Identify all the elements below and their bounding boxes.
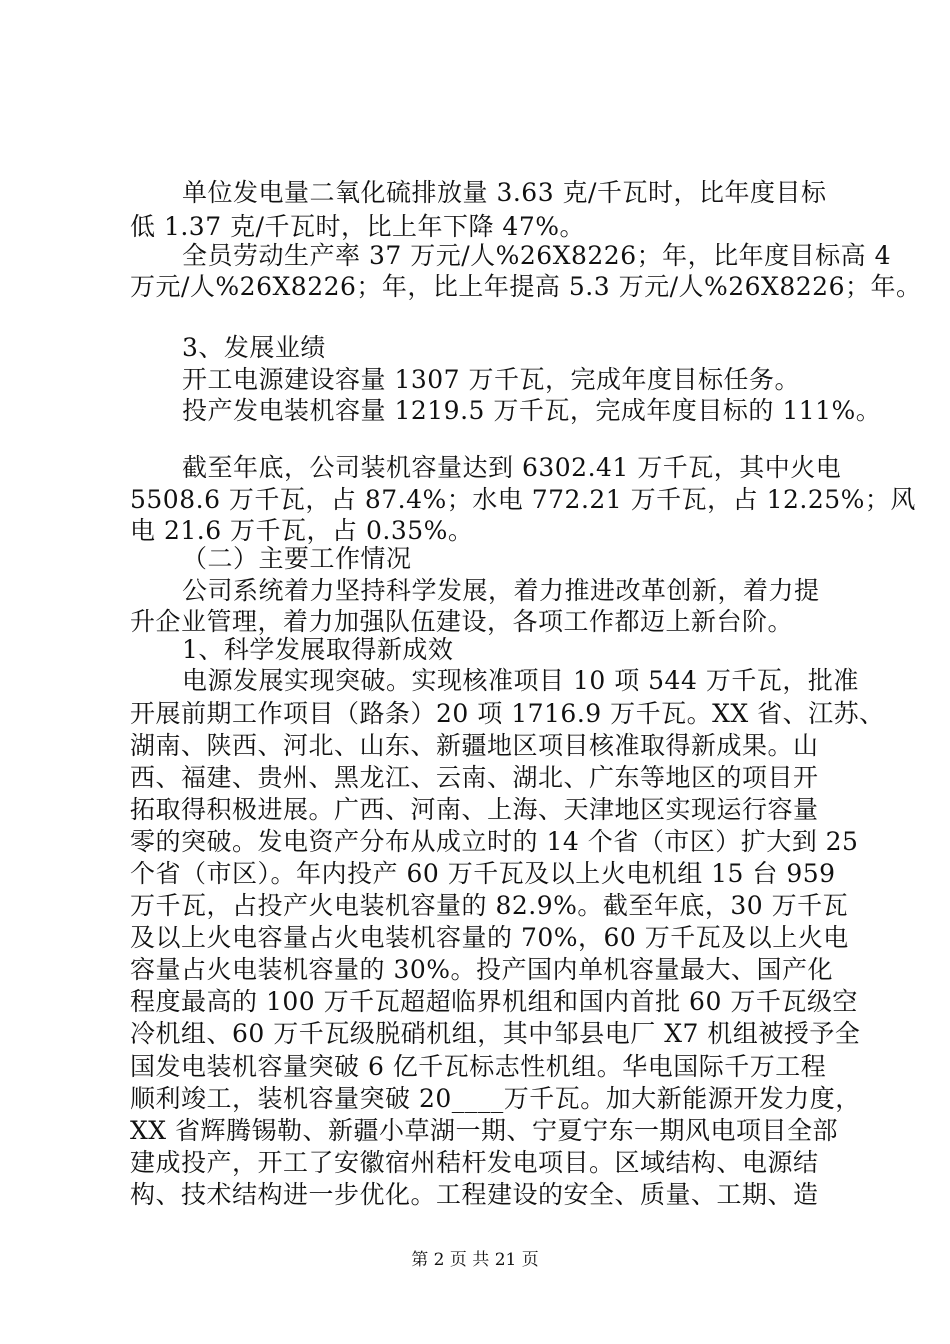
paragraph-line: 万元/人%26X8226；年，比上年提高 5.3 万元/人%26X8226；年。 [130,272,922,301]
paragraph-line: 低 1.37 克/千瓦时，比上年下降 47%。 [130,212,585,241]
paragraph-line: 电源发展实现突破。实现核准项目 10 项 544 万千瓦，批准 [182,666,859,695]
paragraph-line: 湖南、陕西、河北、山东、新疆地区项目核准取得新成果。山 [130,731,819,760]
paragraph-line: 容量占火电装机容量的 30%。投产国内单机容量最大、国产化 [130,955,834,984]
paragraph-line: 西、福建、贵州、黑龙江、云南、湖北、广东等地区的项目开 [130,763,819,792]
paragraph-line: 万千瓦，占投产火电装机容量的 82.9%。截至年底，30 万千瓦 [130,891,849,920]
paragraph-line: 程度最高的 100 万千瓦超超临界机组和国内首批 60 万千瓦级空 [130,987,858,1016]
section-heading: （二）主要工作情况 [182,544,412,573]
paragraph-line: 全员劳动生产率 37 万元/人%26X8226；年，比年度目标高 4 [182,241,891,270]
paragraph-line: 电 21.6 万千瓦，占 0.35%。 [130,516,474,545]
paragraph-line: 拓取得积极进展。广西、河南、上海、天津地区实现运行容量 [130,795,819,824]
paragraph-line: 升企业管理，着力加强队伍建设，各项工作都迈上新台阶。 [130,607,794,636]
paragraph-line: 国发电装机容量突破 6 亿千瓦标志性机组。华电国际千万工程 [130,1052,827,1081]
paragraph-line: 单位发电量二氧化硫排放量 3.63 克/千瓦时，比年度目标 [182,178,827,207]
paragraph-line: 零的突破。发电资产分布从成立时的 14 个省（市区）扩大到 25 [130,827,859,856]
paragraph-line: 顺利竣工，装机容量突破 20____万千瓦。加大新能源开发力度， [130,1084,861,1113]
paragraph-line: 投产发电装机容量 1219.5 万千瓦，完成年度目标的 111%。 [182,396,882,425]
paragraph-line: 开工电源建设容量 1307 万千瓦，完成年度目标任务。 [182,365,801,394]
section-heading: 1、科学发展取得新成效 [182,635,454,664]
paragraph-line: 5508.6 万千瓦，占 87.4%；水电 772.21 万千瓦，占 12.25%；风 [130,485,916,514]
page-number-footer: 第 2 页 共 21 页 [411,1250,539,1270]
paragraph-line: 截至年底，公司装机容量达到 6302.41 万千瓦，其中火电 [182,453,842,482]
section-heading: 3、发展业绩 [182,333,326,362]
paragraph-line: 个省（市区）。年内投产 60 万千瓦及以上火电机组 15 台 959 [130,859,836,888]
paragraph-line: 建成投产，开工了安徽宿州秸杆发电项目。区域结构、电源结 [130,1148,819,1177]
paragraph-line: 及以上火电容量占火电装机容量的 70%，60 万千瓦及以上火电 [130,923,849,952]
paragraph-line: 冷机组、60 万千瓦级脱硝机组，其中邹县电厂 X7 机组被授予全 [130,1019,861,1048]
paragraph-line: XX 省辉腾锡勒、新疆小草湖一期、宁夏宁东一期风电项目全部 [130,1116,839,1145]
paragraph-line: 构、技术结构进一步优化。工程建设的安全、质量、工期、造 [130,1180,819,1209]
paragraph-line: 开展前期工作项目（路条）20 项 1716.9 万千瓦。XX 省、江苏、 [130,699,885,728]
paragraph-line: 公司系统着力坚持科学发展，着力推进改革创新，着力提 [182,576,820,605]
